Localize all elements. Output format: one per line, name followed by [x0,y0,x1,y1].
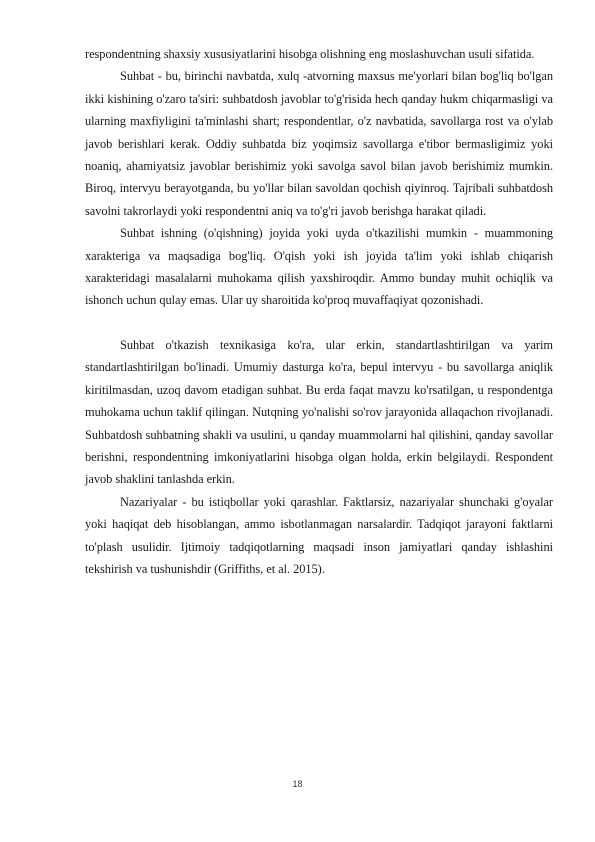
paragraph-spacer [85,312,553,334]
paragraph-suhbat-technique: Suhbat o'tkazish texnikasiga ko'ra, ular erkin, standartlashtirilgan va yarim standartlashtirilgan bo'linadi. Umumiy dasturga ko'ra, bepul intervyu - bu savollarga aniqlik kiritilmasdan, uzoq davom etadigan suhbat. Bu erda faqat mavzu ko'rsatilgan, u respondentga muhokama uchun taklif qilingan. Nutqning yo'nalishi so'rov jarayonida allaqachon rivojlanadi. Suhbatdosh suhbatning shakli va usulini, u qanday muammolarni hal qilishini, qanday savollar berishni, respondentning imkoniyatlarini hisobga olgan holda, erkin belgilaydi. Respondent javob shaklini tanlashda erkin. [85,337,553,487]
page-number: 18 [292,779,303,789]
paragraph-suhbat-definition: Suhbat - bu, birinchi navbatda, xulq -atvorning maxsus me'yorlari bilan bog'liq bo'lgan ikki kishining o'zaro ta'siri: suhbatdosh javoblar to'g'risida hech qanday hukm chiqarmasligi va ularning maxfiyligini ta'minlashi shart; respondentlar, o'z navbatida, savollarga rost va o'ylab javob berishlari kerak. Oddiy suhbatda biz yoqimsiz savollarga e'tibor bermasligimiz yoki noaniq, ahamiyatsiz javoblar berishimiz yoki savolga savol bilan javob berishimiz mumkin. Biroq, intervyu berayotganda, bu yo'llar bilan savoldan qochish qiyinroq. Tajribali suhbatdosh savolni takrorlaydi yoki respondentni aniq va to'g'ri javob berishga harakat qiladi. [85,69,553,218]
paragraph-suhbat-location: Suhbat ishning (o'qishning) joyida yoki uyda o'tkazilishi mumkin - muammoning xarakteriga va maqsadiga bog'liq. O'qish yoki ish joyida ta'lim yoki ishlab chiqarish xarakteridagi masalalarni muhokama qilish yaxshiroqdir. Ammo bunday muhit ochiqlik va ishonch uchun qulay emas. Ular uy sharoitida ko'proq muvaffaqiyat qozonishadi. [85,226,553,308]
paragraph-continuation: respondentning shaxsiy xususiyatlarini hisobga olishning eng moslashuvchan usuli sifatida. [85,47,535,61]
paragraph-nazariyalar: Nazariyalar - bu istiqbollar yoki qarashlar. Faktlarsiz, nazariyalar shunchaki g'oyalar yoki haqiqat deb hisoblangan, ammo isbotlanmagan narsalardir. Tadqiqot jarayoni faktlarni to'plash usulidir. Ijtimoiy tadqiqotlarning maqsadi inson jamiyatlari qanday ishlashini tekshirish va tushunishdir (Griffiths, et al. 2015). [85,494,553,576]
document-body [85,43,553,580]
